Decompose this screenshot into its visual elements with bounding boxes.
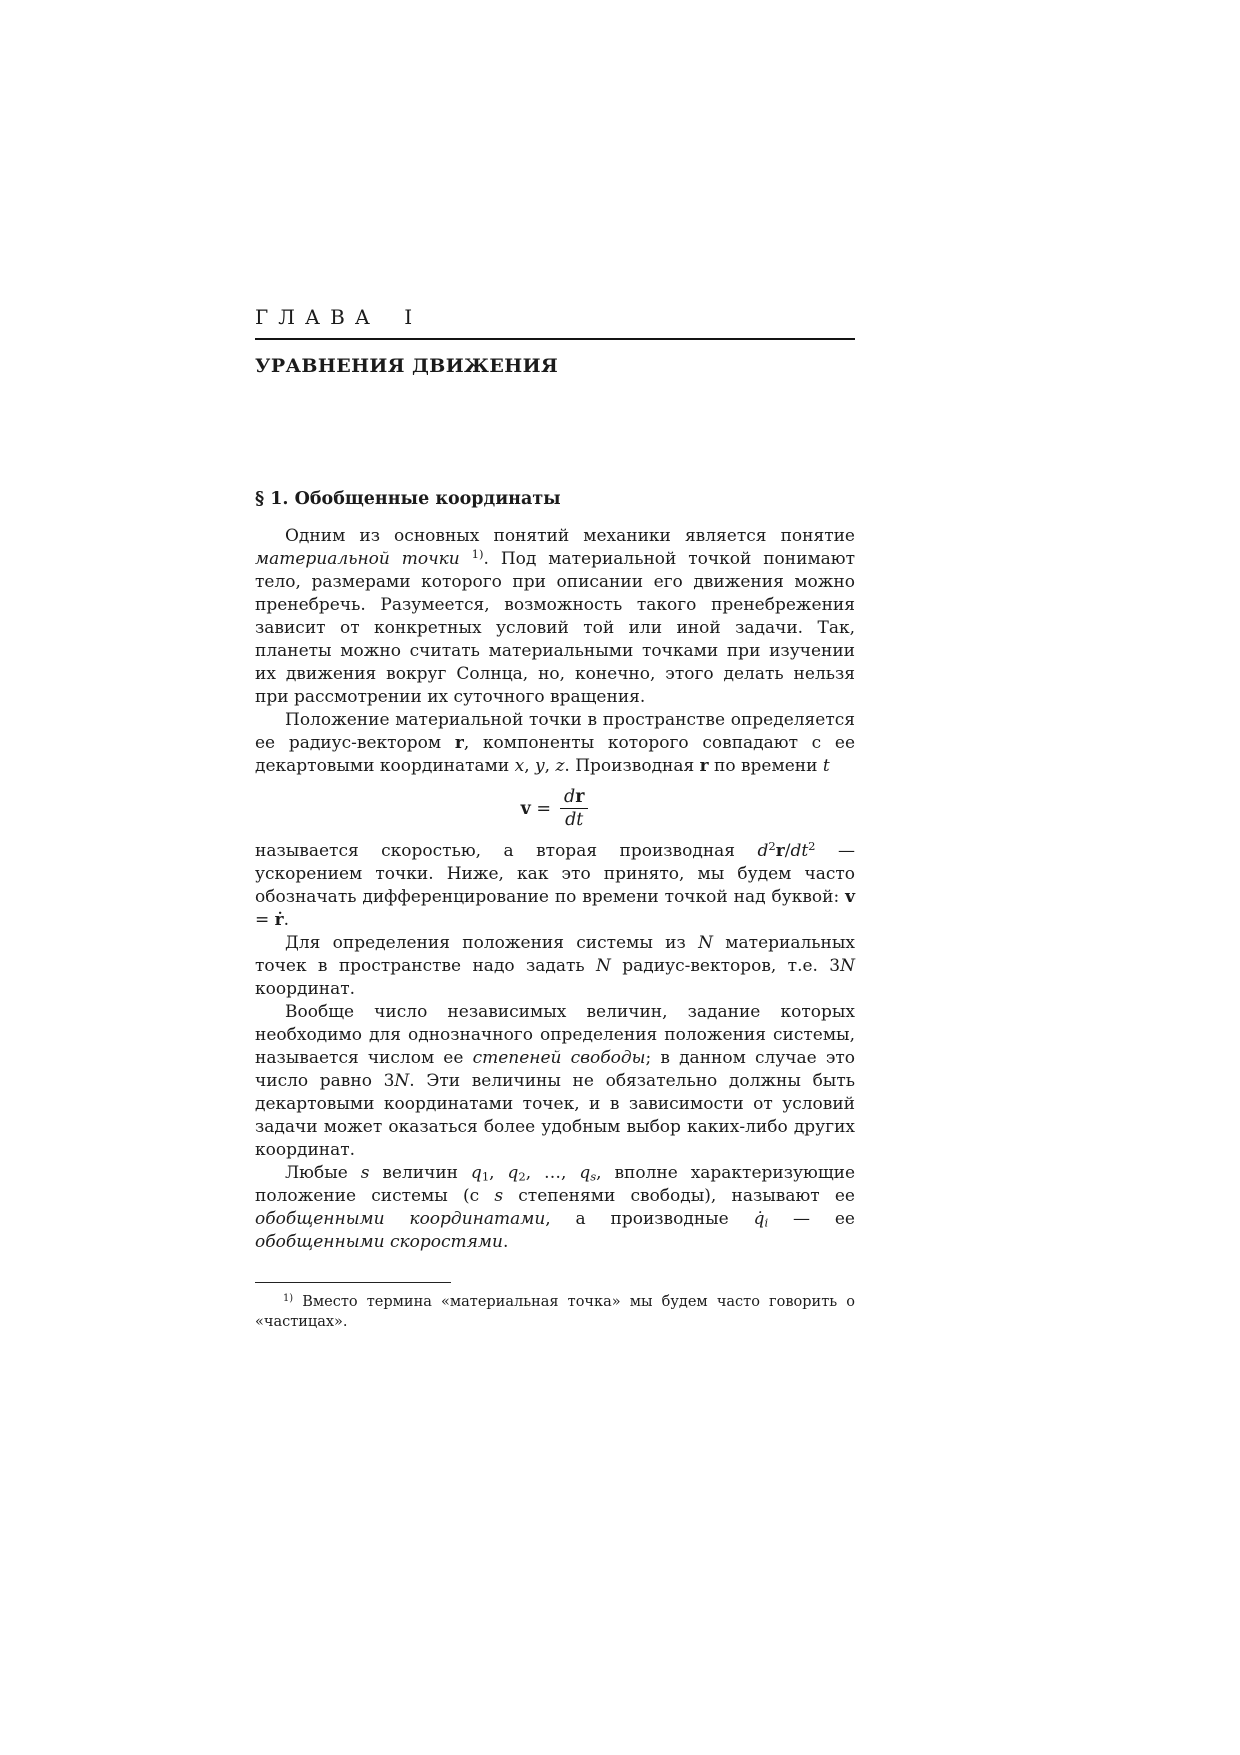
paragraph-4: Для определения положения системы из N материальных точек в пространстве надо задать N радиус-векторов, т.е. 3N координат. <box>255 933 855 1000</box>
equation-lhs: v = <box>520 798 551 819</box>
chapter-label: ГЛАВА <box>255 305 380 329</box>
fraction-numerator: dr <box>563 787 585 808</box>
equation-velocity <box>255 787 855 830</box>
chapter-rule <box>255 338 855 340</box>
footnote <box>255 1282 855 1332</box>
fraction-denominator: dt <box>560 808 588 830</box>
paragraph-2: Положение материальной точки в пространстве определяется ее радиус-вектором r, компоненты которого совпадают с ее декартовыми координатами x, y, z. Производная r по времени t <box>255 710 856 777</box>
section-heading: § 1. Обобщенные координаты <box>255 489 561 510</box>
paragraph-5: Вообще число независимых величин, задание которых необходимо для однозначного определения положения системы, называется числом ее степеней свободы; в данном случае это число равно 3N. Эти величины не обязательно должны быть декартовыми координатами точек, и в зависимости от условий задачи может оказаться более удобным выбор каких-либо других координат. <box>255 1002 855 1161</box>
chapter-line <box>255 305 855 329</box>
paragraph-1: Одним из основных понятий механики является понятие материальной точки $^{1)}$. Под материальной точкой понимают тело, размерами которого при описании его движения можно пренебречь. Разумеется, возможность такого пренебрежения зависит от конкретных условий той или иной задачи. Так, планеты можно считать материальными точками при изучении их движения вокруг Солнца, но, конечно, этого делать нельзя при рассмотрении их суточного вращения. <box>255 526 856 708</box>
footnote-rule <box>255 1282 451 1283</box>
fraction <box>559 787 589 830</box>
body-text <box>255 525 855 1254</box>
paragraph-6: Любые s величин q1, q2, …, qs, вполне характеризующие положение системы (с s степенями свободы), называют ее обобщенными координатами, а производные q̇i — ее обобщенными скоростями. <box>255 1163 856 1253</box>
paragraph-3: называется скоростью, а вторая производная $d^2r/dt^2$ — ускорением точки. Ниже, как это принято, мы будем часто обозначать дифференцирование по времени точкой над буквой: v = ṙ. <box>255 839 855 931</box>
page-content <box>255 305 855 1332</box>
chapter-title: УРАВНЕНИЯ ДВИЖЕНИЯ <box>255 355 559 378</box>
chapter-number: I <box>404 305 415 329</box>
footnote-text: $^{1)}$ Вместо термина «материальная точка» мы будем часто говорить о «частицах». <box>255 1293 855 1331</box>
chapter-header <box>255 305 855 377</box>
